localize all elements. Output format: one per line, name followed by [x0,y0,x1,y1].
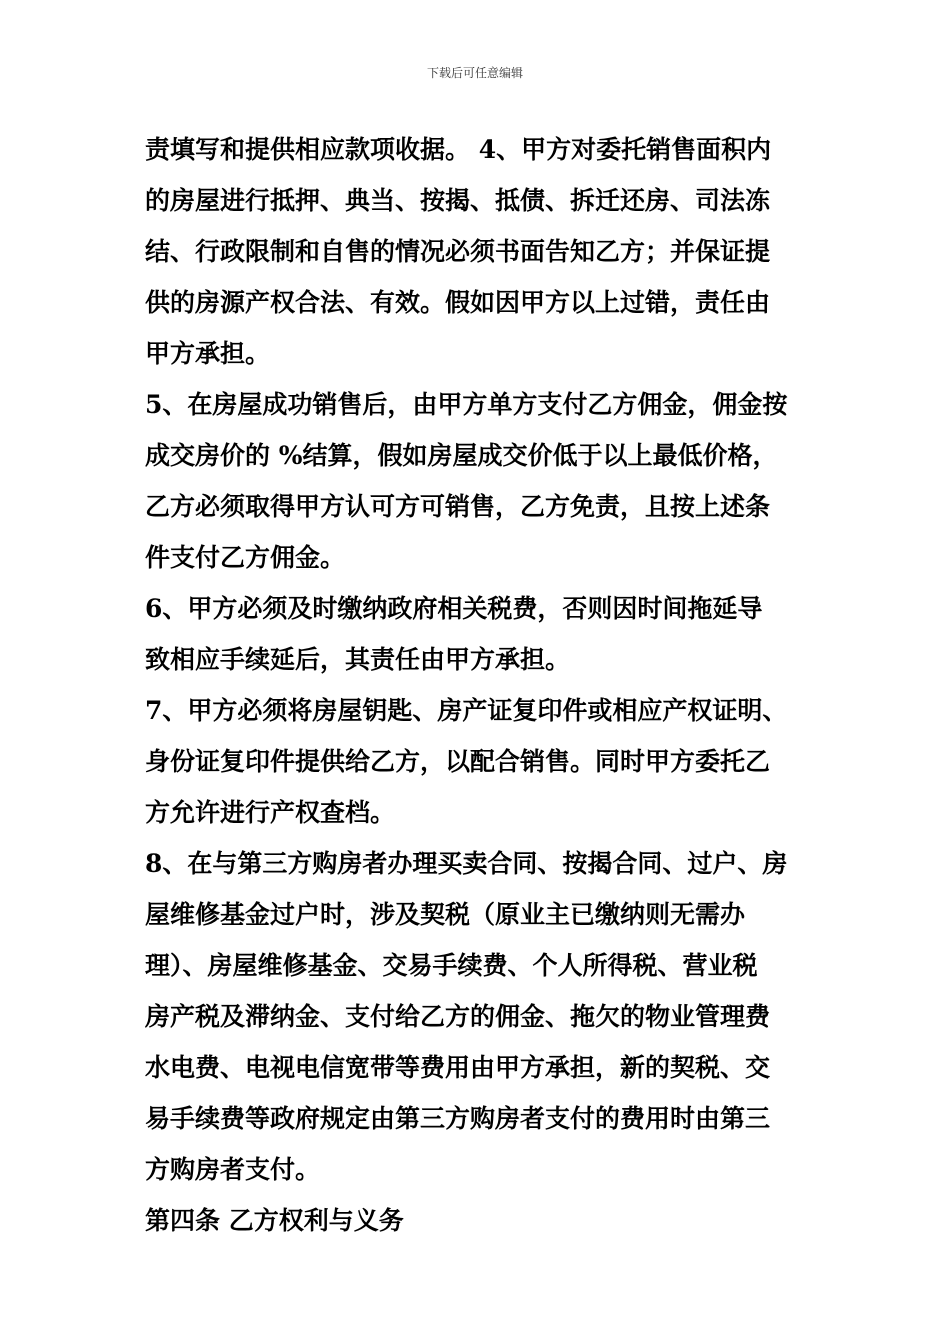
text-line: 的房屋进行抵押、典当、按揭、抵债、拆迁还房、司法冻 [145,186,771,215]
text-line: 水电费、电视电信宽带等费用由甲方承担，新的契税、交 [145,1053,771,1082]
text-line: 责填写和提供相应款项收据。 4、甲方对委托销售面积内 [145,135,772,164]
text-line: 7、甲方必须将房屋钥匙、房产证复印件或相应产权证明、 [145,696,788,725]
text-line: 易手续费等政府规定由第三方购房者支付的费用时由第三 [145,1104,771,1133]
text-line: 理）、房屋维修基金、交易手续费、个人所得税、营业税 [145,951,758,980]
page-header: 下载后可任意编辑 [426,66,523,80]
text-line: 甲方承担。 [145,339,271,368]
text-line: 成交房价的 %结算，假如房屋成交价低于以上最低价格， [145,441,778,470]
text-line: 方购房者支付。 [145,1155,321,1184]
text-line: 结、行政限制和自售的情况必须书面告知乙方；并保证提 [145,237,771,266]
text-line: 件支付乙方佣金。 [145,543,346,572]
text-line: 5、在房屋成功销售后，由甲方单方支付乙方佣金，佣金按 [145,390,788,419]
text-line: 房产税及滞纳金、支付给乙方的佣金、拖欠的物业管理费 [145,1002,771,1031]
document-body [145,124,810,1246]
section-heading: 第四条 乙方权利与义务 [145,1206,404,1235]
text-line: 8、在与第三方购房者办理买卖合同、按揭合同、过户、房 [145,849,788,878]
text-line: 身份证复印件提供给乙方，以配合销售。同时甲方委托乙 [145,747,771,776]
text-line: 方允许进行产权查档。 [145,798,396,827]
text-line: 屋维修基金过户时，涉及契税（原业主已缴纳则无需办 [145,900,746,929]
text-line: 乙方必须取得甲方认可方可销售，乙方免责，且按上述条 [145,492,771,521]
text-line: 6、甲方必须及时缴纳政府相关税费，否则因时间拖延导 [145,594,763,623]
text-line: 致相应手续延后，其责任由甲方承担。 [145,645,571,674]
text-line: 供的房源产权合法、有效。假如因甲方以上过错，责任由 [145,288,771,317]
